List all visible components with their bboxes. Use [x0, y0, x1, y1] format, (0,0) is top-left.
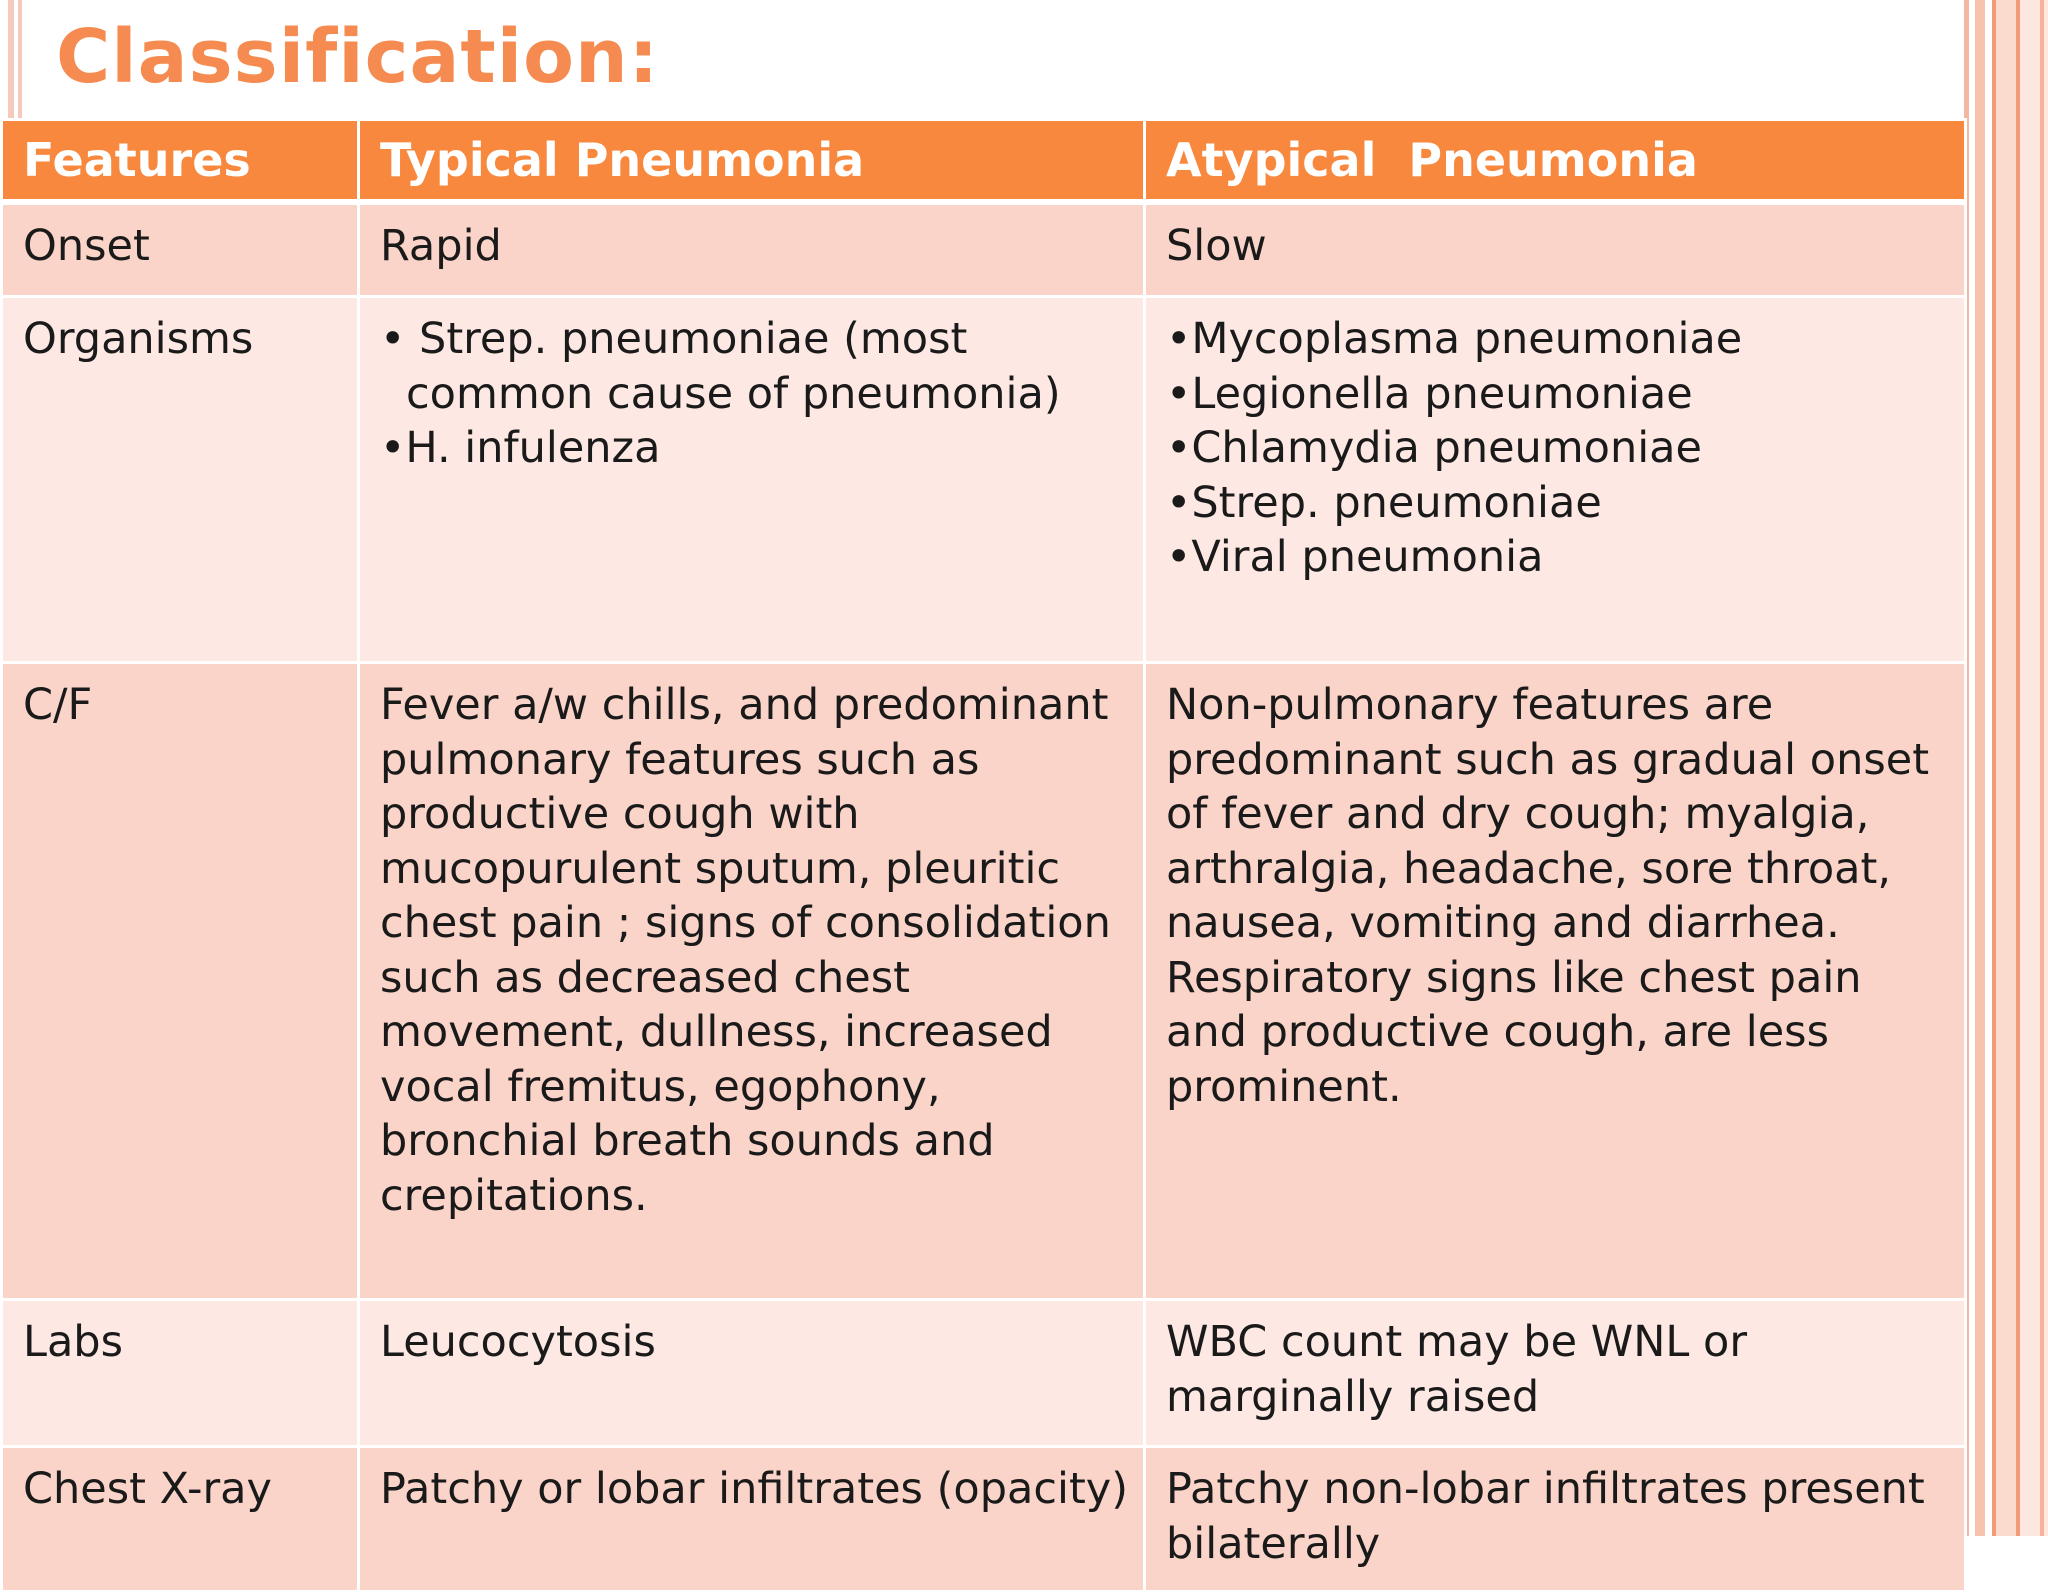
atypical-cell: [1145, 297, 1966, 663]
feature-cell: C/F: [2, 663, 359, 1300]
list-item: •Strep. pneumoniae: [1166, 477, 1602, 528]
list-item: •Chlamydia pneumoniae: [1166, 423, 1702, 473]
atypical-cell: Patchy non-lobar infiltrates present bilaterally: [1145, 1447, 1966, 1592]
paragraph: Respiratory signs like chest pain and productive cough, are less prominent.: [1166, 952, 1862, 1112]
list-item: •H. infulenza: [380, 423, 661, 473]
header-typical-pneumonia: Typical Pneumonia: [359, 120, 1145, 203]
list-item: •Legionella pneumoniae: [1166, 368, 1693, 419]
table-row-labs: [2, 1300, 1966, 1447]
table-header-row: [2, 120, 1966, 203]
paragraph: Non-pulmonary features are predominant such as gradual onset of fever and dry cough; myalgia, arthralgia, headache, sore throat, nausea, vomiting and diarrhea.: [1166, 680, 1930, 948]
table-row-chest-xray: [2, 1447, 1966, 1592]
list-item: •Viral pneumonia: [1166, 532, 1544, 582]
pneumonia-classification-table: [0, 118, 1967, 1593]
atypical-cell: WBC count may be WNL or marginally raised: [1145, 1300, 1966, 1447]
typical-cell: [359, 297, 1145, 663]
table-row-organisms: [2, 297, 1966, 663]
header-features: Features: [2, 120, 359, 203]
left-decorative-rule: [8, 0, 14, 120]
right-decorative-band: [1975, 0, 1985, 1536]
right-decorative-band: [1996, 0, 2016, 1536]
right-decorative-band: [2040, 0, 2044, 1536]
table-row-clinical-features: [2, 663, 1966, 1300]
feature-cell: Labs: [2, 1300, 359, 1447]
list-item: • Strep. pneumoniae (most common cause of pneumonia): [380, 314, 1061, 419]
header-atypical-pneumonia: Atypical Pneumonia: [1145, 120, 1966, 203]
list-item: •Mycoplasma pneumoniae: [1166, 314, 1743, 364]
feature-cell: Organisms: [2, 297, 359, 663]
table-row-onset: [2, 202, 1966, 297]
typical-cell: Fever a/w chills, and predominant pulmonary features such as productive cough with mucopurulent sputum, pleuritic chest pain ; signs of consolidation such as decreased chest movement, dullness, increased vocal fremitus, egophony, bronchial breath sounds and crepitations.: [359, 663, 1145, 1300]
left-decorative-rule-inner: [18, 0, 22, 120]
slide-title: Classification:: [56, 14, 660, 100]
atypical-cell: [1145, 663, 1966, 1300]
feature-cell: Chest X-ray: [2, 1447, 359, 1592]
feature-cell: Onset: [2, 202, 359, 297]
typical-cell: Rapid: [359, 202, 1145, 297]
atypical-cell: Slow: [1145, 202, 1966, 297]
typical-cell: Leucocytosis: [359, 1300, 1145, 1447]
typical-cell: Patchy or lobar infiltrates (opacity): [359, 1447, 1145, 1592]
